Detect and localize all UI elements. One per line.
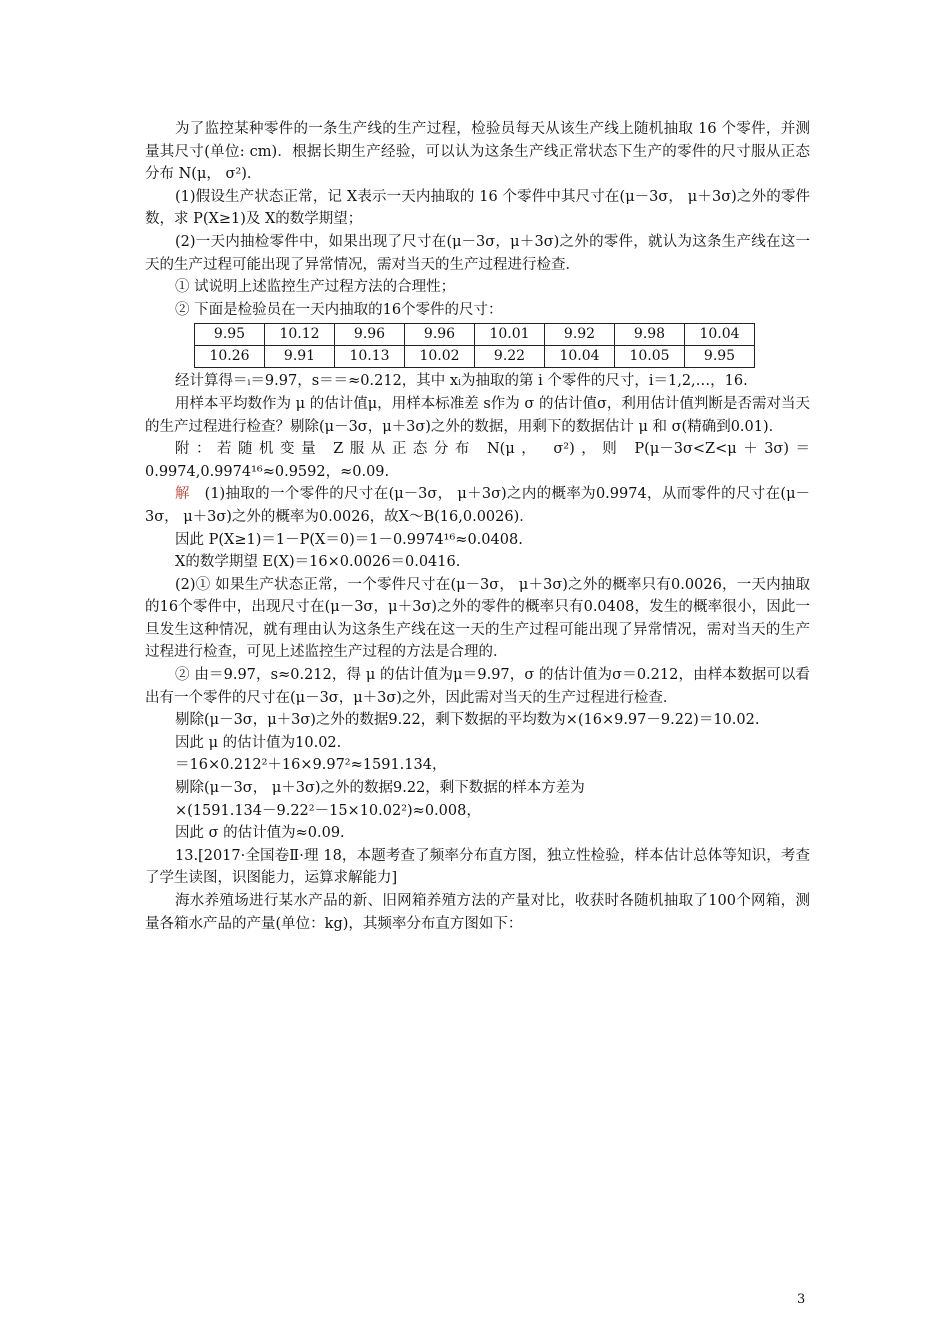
next-problem-header: 13.[2017·全国卷Ⅱ·理 18，本题考查了频率分布直方图，独立性检验，样本估计总体等知识，考查了学生读图，识图能力，运算求解能力] xyxy=(145,847,810,887)
page-number: 3 xyxy=(797,1292,806,1307)
statistics-text: 经计算得＝ᵢ＝9.97，s＝＝≈0.212，其中 xᵢ为抽取的第 i 个零件的尺寸，i＝1,2,…，16. xyxy=(175,373,748,390)
solution-step: ＝16×0.212²＋16×9.97²≈1591.134， xyxy=(175,757,447,774)
table-cell: 9.96 xyxy=(405,324,475,346)
document-body xyxy=(145,118,810,935)
problem-intro: 为了监控某种零件的一条生产线的生产过程，检验员每天从该生产线上随机抽取 16 个零件，并测量其尺寸(单位: cm)．根据长期生产经验，可以认为这条生产线正常状态下生产的零件的尺寸服从正态分布 N(μ， σ²)． xyxy=(145,121,810,183)
table-cell: 10.12 xyxy=(265,324,335,346)
solution-step: X的数学期望 E(X)＝16×0.0026＝0.0416. xyxy=(175,554,461,571)
table-cell: 9.92 xyxy=(545,324,615,346)
table-cell: 9.98 xyxy=(615,324,685,346)
solution-text: (1)抽取的一个零件的尺寸在(μ－3σ， μ＋3σ)之内的概率为0.9974，从而零件的尺寸在(μ－3σ， μ＋3σ)之外的概率为0.0026，故X～B(16,0.0026)． xyxy=(145,486,811,525)
table-cell: 10.26 xyxy=(195,346,265,368)
table-cell: 9.91 xyxy=(265,346,335,368)
measurement-table xyxy=(194,323,755,368)
solution-step: 剔除(μ－3σ， μ＋3σ)之外的数据9.22，剩下数据的样本方差为 xyxy=(175,780,585,797)
table-cell: 10.05 xyxy=(615,346,685,368)
solution-label: 解 xyxy=(175,486,190,503)
table-cell: 9.96 xyxy=(335,324,405,346)
solution-step: ② 由＝9.97，s≈0.212，得 μ 的估计值为μ＝9.97，σ 的估计值为σ＝0.212，由样本数据可以看出有一个零件的尺寸在(μ－3σ，μ＋3σ)之外，因此需对当天的生产过程进行检查． xyxy=(145,667,810,706)
solution-step: 因此 P(X≥1)＝1－P(X＝0)＝1－0.9974¹⁶≈0.0408. xyxy=(175,531,523,548)
solution-step: (2)① 如果生产状态正常，一个零件尺寸在(μ－3σ， μ＋3σ)之外的概率只有0.0026，一天内抽取的16个零件中，出现尺寸在(μ－3σ，μ＋3σ)之外的零件的概率只有0.0408，发生的概率很小，因此一旦发生这种情况，就有理由认为这条生产线在这一天的生产过程可能出现了异常情况，需对当天的生产过程进行检查，可见上述监控生产过程的方法是合理的． xyxy=(145,576,810,661)
question-2: (2)一天内抽检零件中，如果出现了尺寸在(μ－3σ，μ＋3σ)之外的零件，就认为这条生产线在这一天的生产过程可能出现了异常情况，需对当天的生产过程进行检查． xyxy=(145,233,810,273)
table-cell: 10.04 xyxy=(685,324,755,346)
table-row xyxy=(195,346,755,368)
table-cell: 10.04 xyxy=(545,346,615,368)
table-cell: 9.95 xyxy=(195,324,265,346)
table-cell: 9.22 xyxy=(475,346,545,368)
next-problem-text: 海水养殖场进行某水产品的新、旧网箱养殖方法的产量对比，收获时各随机抽取了100个网箱，测量各箱水产品的产量(单位：kg)，其频率分布直方图如下： xyxy=(145,893,810,932)
question-2-part-1: ① 试说明上述监控生产过程方法的合理性； xyxy=(175,279,456,296)
solution-part-1 xyxy=(145,483,810,528)
table-cell: 10.02 xyxy=(405,346,475,368)
estimate-text: 用样本平均数作为 μ 的估计值μ，用样本标准差 s作为 σ 的估计值σ，利用估计值判断是否需对当天的生产过程进行检查？剔除(μ－3σ，μ＋3σ)之外的数据，用剩下的数据估计 μ 和 σ(精确到0.01)． xyxy=(145,395,810,435)
appendix-note: 附：若随机变量 Z服从正态分布 N(μ， σ²)，则 P(μ－3σ<Z<μ＋3σ)＝0.9974,0.9974¹⁶≈0.9592，≈0.09. xyxy=(145,441,810,480)
table-cell: 10.13 xyxy=(335,346,405,368)
solution-step: 因此 σ 的估计值为≈0.09. xyxy=(175,825,345,842)
table-row xyxy=(195,324,755,346)
table-cell: 10.01 xyxy=(475,324,545,346)
solution-step: 因此 μ 的估计值为10.02. xyxy=(175,734,342,751)
solution-step: 剔除(μ－3σ，μ＋3σ)之外的数据9.22，剩下数据的平均数为×(16×9.97－9.22)＝10.02. xyxy=(175,712,760,729)
question-2-part-2: ② 下面是检验员在一天内抽取的16个零件的尺寸： xyxy=(175,301,503,318)
solution-step: ×(1591.134－9.22²－15×10.02²)≈0.008， xyxy=(175,802,481,819)
table-cell: 9.95 xyxy=(685,346,755,368)
question-1: (1)假设生产状态正常，记 X表示一天内抽取的 16 个零件中其尺寸在(μ－3σ， μ＋3σ)之外的零件数，求 P(X≥1)及 X的数学期望； xyxy=(145,188,810,228)
